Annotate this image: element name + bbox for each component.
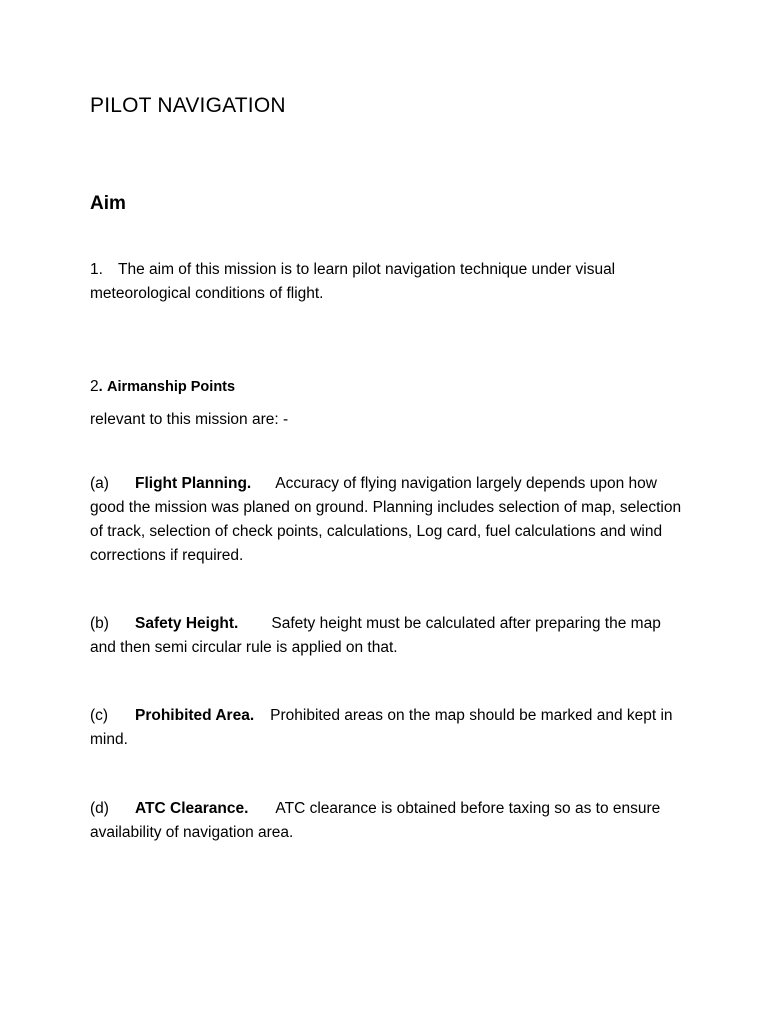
paragraph-1-text: The aim of this mission is to learn pilot navigation technique under visual meteorological conditions of flight.	[90, 261, 616, 302]
section-2-number: 2	[90, 378, 99, 395]
item-text: Accuracy of flying navigation largely depends upon how good the mission was planed on ground. Planning includes selection of map, selection of track, selection of check points, calculations, Log card, fuel calculations and wind corrections if required.	[90, 475, 682, 564]
item-prohibited-area	[90, 704, 690, 752]
item-flight-planning	[90, 472, 690, 568]
item-text: Prohibited areas on the map should be marked and kept in mind.	[90, 707, 673, 748]
item-term: Flight Planning.	[135, 475, 252, 492]
item-label: (d)	[90, 800, 109, 817]
item-text: ATC clearance is obtained before taxing so as to ensure availability of navigation area.	[90, 800, 661, 841]
item-term: ATC Clearance.	[135, 800, 249, 817]
paragraph-1	[90, 258, 690, 306]
item-label: (c)	[90, 707, 109, 724]
paragraph-1-number: 1.	[90, 261, 103, 278]
item-term: Safety Height.	[135, 615, 239, 632]
document-title: PILOT NAVIGATION	[90, 94, 286, 117]
section-2-title: Airmanship Points	[106, 379, 236, 395]
aim-heading: Aim	[90, 193, 126, 214]
item-label: (a)	[90, 475, 109, 492]
item-term: Prohibited Area.	[135, 707, 255, 724]
section-2-heading	[90, 375, 690, 399]
item-safety-height	[90, 612, 690, 660]
section-2-intro: relevant to this mission are: -	[90, 411, 289, 428]
section-2-dot: .	[98, 379, 103, 395]
item-text: Safety height must be calculated after preparing the map and then semi circular rule is applied on that.	[90, 615, 661, 656]
item-label: (b)	[90, 615, 109, 632]
item-atc-clearance	[90, 797, 690, 845]
